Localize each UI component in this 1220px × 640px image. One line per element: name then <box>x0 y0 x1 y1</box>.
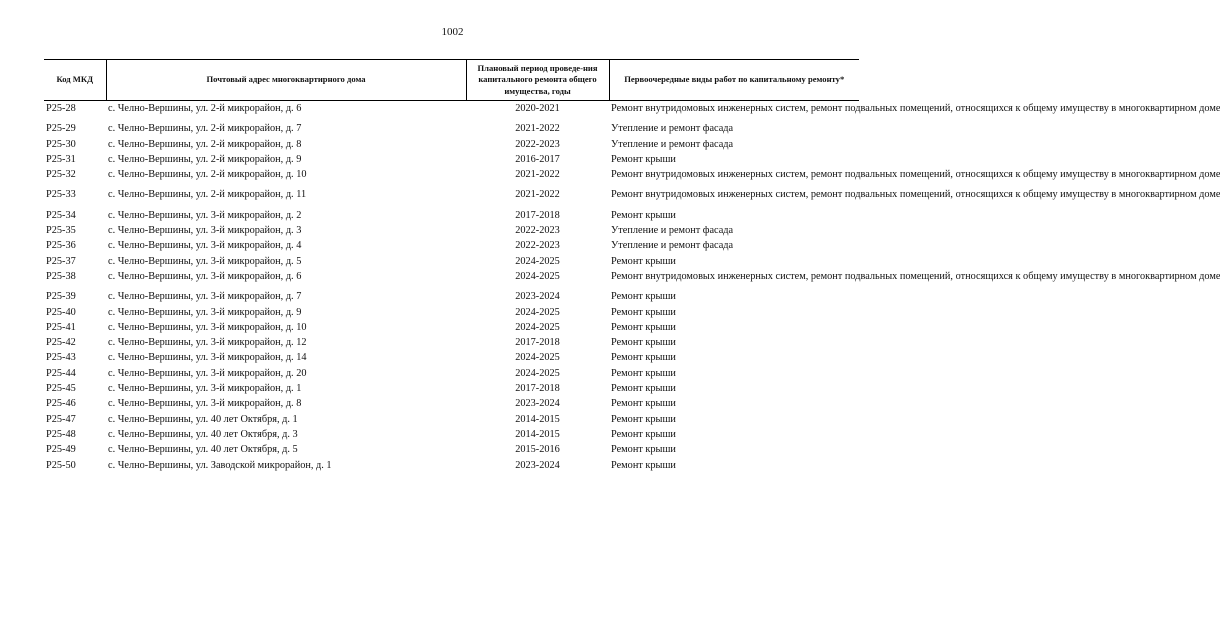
cell-code: Р25-42 <box>46 337 76 349</box>
table-row <box>44 305 859 320</box>
cell-works: Утепление и ремонт фасада <box>611 123 734 135</box>
cell-address: с. Челно-Вершины, ул. 2-й микрорайон, д. 6 <box>108 103 302 114</box>
cell-works: Ремонт крыши <box>611 398 676 410</box>
table-row <box>44 442 859 457</box>
cell-period: 2022-2023 <box>515 240 560 252</box>
cell-address: с. Челно-Вершины, ул. 40 лет Октября, д. 5 <box>108 444 298 456</box>
cell-address: с. Челно-Вершины, ул. 3-й микрорайон, д. 10 <box>108 321 307 333</box>
cell-address: с. Челно-Вершины, ул. 3-й микрорайон, д. 5 <box>108 255 302 267</box>
table-row <box>44 254 859 269</box>
cell-works: Утепление и ремонт фасада <box>611 240 734 252</box>
cell-works: Ремонт внутридомовых инженерных систем, ремонт подвальных помещений, относящихся к общему имуществу в многоквартирном доме <box>611 270 1220 282</box>
table-row <box>44 269 859 289</box>
cell-code: Р25-33 <box>46 189 76 201</box>
cell-period: 2021-2022 <box>515 123 560 135</box>
cell-address: с. Челно-Вершины, ул. 2-й микрорайон, д. 8 <box>108 138 302 150</box>
table-row <box>44 366 859 381</box>
cell-address: с. Челно-Вершины, ул. 3-й микрорайон, д. 7 <box>108 291 302 303</box>
cell-address: с. Челно-Вершины, ул. 3-й микрорайон, д. 20 <box>108 367 307 379</box>
cell-period: 2024-2025 <box>515 255 560 267</box>
cell-code: Р25-39 <box>46 291 76 303</box>
cell-period: 2017-2018 <box>515 383 560 395</box>
table-row <box>44 458 859 473</box>
cell-period: 2022-2023 <box>515 138 560 150</box>
table-row <box>44 238 859 253</box>
cell-works: Ремонт крыши <box>611 352 676 364</box>
cell-address: с. Челно-Вершины, ул. 2-й микрорайон, д. 10 <box>108 169 307 181</box>
cell-address: с. Челно-Вершины, ул. 2-й микрорайон, д. 7 <box>108 123 302 135</box>
table-row <box>44 121 859 136</box>
cell-code: Р25-40 <box>46 306 76 318</box>
table-row <box>44 320 859 335</box>
cell-address: с. Челно-Вершины, ул. 3-й микрорайон, д. 1 <box>108 383 302 395</box>
cell-works: Ремонт крыши <box>611 413 676 425</box>
cell-address: с. Челно-Вершины, ул. 3-й микрорайон, д. 3 <box>108 225 302 237</box>
table-body <box>44 101 1220 473</box>
cell-address: с. Челно-Вершины, ул. 40 лет Октября, д. 1 <box>108 413 298 425</box>
cell-code: Р25-37 <box>46 255 76 267</box>
cell-period: 2024-2025 <box>515 367 560 379</box>
table-row <box>44 101 859 122</box>
header-code: Код МКД <box>44 60 106 101</box>
cell-period: 2016-2017 <box>515 153 560 165</box>
cell-period: 2023-2024 <box>515 459 560 471</box>
cell-period: 2017-2018 <box>515 337 560 349</box>
table-row <box>44 396 859 411</box>
table-row <box>44 152 859 167</box>
cell-works: Ремонт крыши <box>611 291 676 303</box>
cell-address: с. Челно-Вершины, ул. 3-й микрорайон, д. 9 <box>108 306 302 318</box>
table-row <box>44 412 859 427</box>
cell-code: Р25-29 <box>46 123 76 135</box>
cell-works: Ремонт крыши <box>611 428 676 440</box>
cell-address: с. Челно-Вершины, ул. 2-й микрорайон, д. 9 <box>108 153 302 165</box>
header-address: Почтовый адрес многоквартирного дома <box>106 60 466 101</box>
cell-works: Ремонт крыши <box>611 337 676 349</box>
cell-code: Р25-36 <box>46 240 76 252</box>
cell-works: Ремонт внутридомовых инженерных систем, ремонт подвальных помещений, относящихся к общему имуществу в многоквартирном доме <box>611 169 1220 181</box>
cell-address: с. Челно-Вершины, ул. 3-й микрорайон, д. 6 <box>108 270 302 282</box>
cell-code: Р25-45 <box>46 383 76 395</box>
header-period: Плановый период проведе-ния капитального ремонта общего имущества, годы <box>466 60 609 101</box>
cell-period: 2024-2025 <box>515 306 560 318</box>
cell-address: с. Челно-Вершины, ул. 40 лет Октября, д. 3 <box>108 428 298 440</box>
cell-works: Ремонт крыши <box>611 444 676 456</box>
table-row <box>44 350 859 365</box>
cell-code: Р25-35 <box>46 225 76 237</box>
cell-address: с. Челно-Вершины, ул. 3-й микрорайон, д. 4 <box>108 240 302 252</box>
cell-works: Ремонт крыши <box>611 306 676 318</box>
cell-code: Р25-50 <box>46 459 76 471</box>
cell-works: Ремонт крыши <box>611 255 676 267</box>
cell-works: Ремонт крыши <box>611 383 676 395</box>
cell-code: Р25-49 <box>46 444 76 456</box>
cell-works: Ремонт крыши <box>611 321 676 333</box>
cell-period: 2023-2024 <box>515 398 560 410</box>
cell-code: Р25-34 <box>46 209 76 221</box>
table-row <box>44 223 859 238</box>
cell-period: 2020-2021 <box>515 103 560 114</box>
table-row <box>44 289 859 304</box>
cell-address: с. Челно-Вершины, ул. 3-й микрорайон, д. 2 <box>108 209 302 221</box>
cell-period: 2024-2025 <box>515 321 560 333</box>
cell-period: 2014-2015 <box>515 413 560 425</box>
table-row <box>44 381 859 396</box>
cell-period: 2014-2015 <box>515 428 560 440</box>
cell-works: Ремонт крыши <box>611 459 676 471</box>
cell-period: 2024-2025 <box>515 352 560 364</box>
cell-address: с. Челно-Вершины, ул. 3-й микрорайон, д. 8 <box>108 398 302 410</box>
cell-address: с. Челно-Вершины, ул. 2-й микрорайон, д. 11 <box>108 189 307 201</box>
cell-period: 2024-2025 <box>515 270 560 282</box>
capital-repair-table <box>44 59 1220 473</box>
cell-code: Р25-43 <box>46 352 76 364</box>
table-row <box>44 427 859 442</box>
cell-period: 2015-2016 <box>515 444 560 456</box>
cell-works: Ремонт крыши <box>611 367 676 379</box>
cell-code: Р25-48 <box>46 428 76 440</box>
cell-code: Р25-30 <box>46 138 76 150</box>
table-row <box>44 187 859 207</box>
cell-works: Ремонт внутридомовых инженерных систем, ремонт подвальных помещений, относящихся к общему имуществу в многоквартирном доме <box>611 189 1220 201</box>
table-row <box>44 137 859 152</box>
cell-period: 2021-2022 <box>515 189 560 201</box>
cell-code: Р25-32 <box>46 169 76 181</box>
cell-period: 2023-2024 <box>515 291 560 303</box>
cell-address: с. Челно-Вершины, ул. Заводской микрорайон, д. 1 <box>108 459 332 471</box>
cell-period: 2022-2023 <box>515 225 560 237</box>
table-row <box>44 167 859 187</box>
cell-works: Ремонт крыши <box>611 153 676 165</box>
header-works: Первоочередные виды работ по капитальному ремонту* <box>609 60 859 101</box>
cell-code: Р25-38 <box>46 270 76 282</box>
cell-code: Р25-31 <box>46 153 76 165</box>
table-row <box>44 208 859 223</box>
cell-code: Р25-44 <box>46 367 76 379</box>
cell-code: Р25-47 <box>46 413 76 425</box>
cell-code: Р25-41 <box>46 321 76 333</box>
cell-address: с. Челно-Вершины, ул. 3-й микрорайон, д. 12 <box>108 337 307 349</box>
cell-works: Ремонт крыши <box>611 209 676 221</box>
table-header-row <box>44 60 859 101</box>
cell-address: с. Челно-Вершины, ул. 3-й микрорайон, д. 14 <box>108 352 307 364</box>
cell-period: 2017-2018 <box>515 209 560 221</box>
table-row <box>44 335 859 350</box>
cell-works: Утепление и ремонт фасада <box>611 138 734 150</box>
cell-works: Ремонт внутридомовых инженерных систем, ремонт подвальных помещений, относящихся к общему имуществу в многоквартирном доме <box>611 103 1220 114</box>
cell-works: Утепление и ремонт фасада <box>611 225 734 237</box>
cell-code: Р25-46 <box>46 398 76 410</box>
cell-code: Р25-28 <box>46 103 76 114</box>
page-number: 1002 <box>441 26 464 38</box>
cell-period: 2021-2022 <box>515 169 560 181</box>
